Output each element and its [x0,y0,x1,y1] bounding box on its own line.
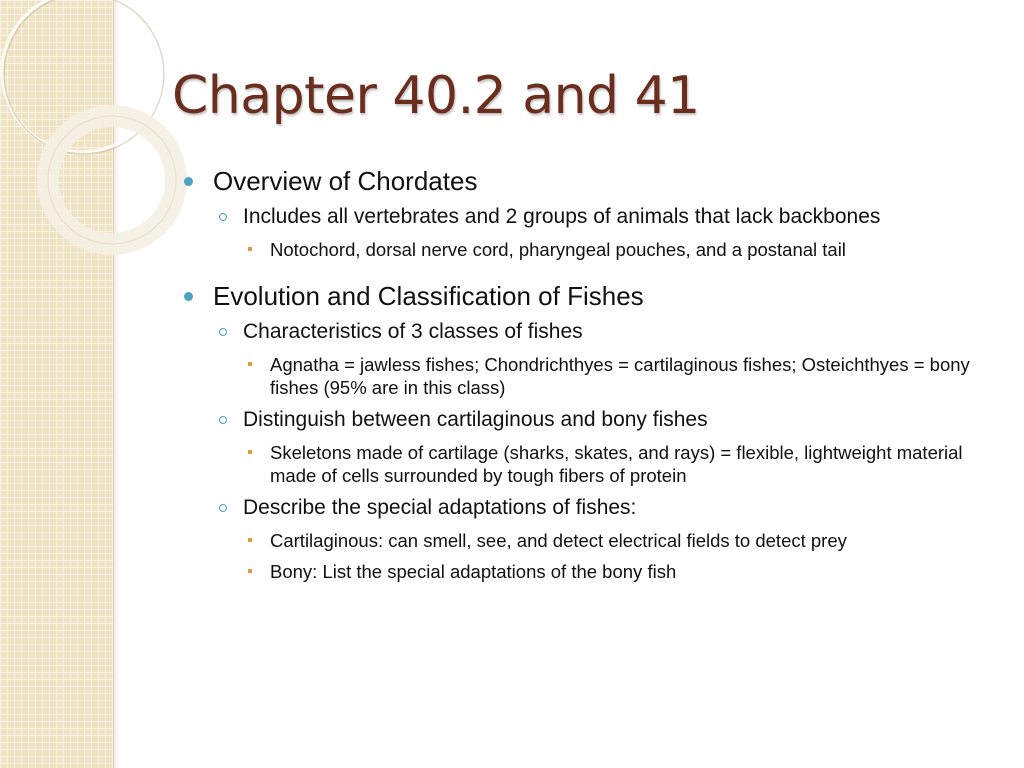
bullet-square-icon [248,362,252,366]
bullet-level3-item [270,529,970,552]
bullet-square-icon [248,247,252,251]
bullet-list [0,160,1024,583]
bullet-level3-item [270,353,970,399]
bullet-ring-icon [219,328,227,336]
slide-title: Chapter 40.2 and 41 [172,66,700,126]
bullet-level2-text: Describe the special adaptations of fishes: [243,496,637,519]
bullet-level3-item [270,238,970,261]
bullet-ring-icon [219,213,227,221]
bullet-level3-text: Skeletons made of cartilage (sharks, skates, and rays) = flexible, lightweight material made of cells surrounded by tough fibers of protein [270,442,963,486]
bullet-dot-icon [184,177,193,186]
bullet-ring-icon [219,504,227,512]
bullet-dot-icon [184,292,193,301]
bullet-square-icon [248,450,252,454]
bullet-square-icon [248,569,252,573]
bullet-level2-item [243,407,963,433]
bullet-square-icon [248,538,252,542]
bullet-level1-item [213,166,973,196]
bullet-level2-item [243,204,963,230]
bullet-level1-item [213,281,973,311]
bullet-level3-text: Cartilaginous: can smell, see, and detect electrical fields to detect prey [270,530,847,551]
bullet-level1-text: Evolution and Classification of Fishes [213,281,644,311]
bullet-ring-icon [219,416,227,424]
bullet-level3-text: Bony: List the special adaptations of the bony fish [270,561,677,582]
bullet-level2-item [243,495,963,521]
bullet-level2-text: Distinguish between cartilaginous and bony fishes [243,408,708,431]
bullet-level3-item [270,560,970,583]
bullet-level3-item [270,441,970,487]
bullet-level3-text: Agnatha = jawless fishes; Chondrichthyes = cartilaginous fishes; Osteichthyes = bony fishes (95% are in this class) [270,354,970,398]
bullet-level2-item [243,319,963,345]
bullet-level1-text: Overview of Chordates [213,166,478,196]
bullet-level2-text: Includes all vertebrates and 2 groups of animals that lack backbones [243,205,881,228]
bullet-level2-text: Characteristics of 3 classes of fishes [243,320,583,343]
bullet-level3-text: Notochord, dorsal nerve cord, pharyngeal pouches, and a postanal tail [270,239,846,260]
